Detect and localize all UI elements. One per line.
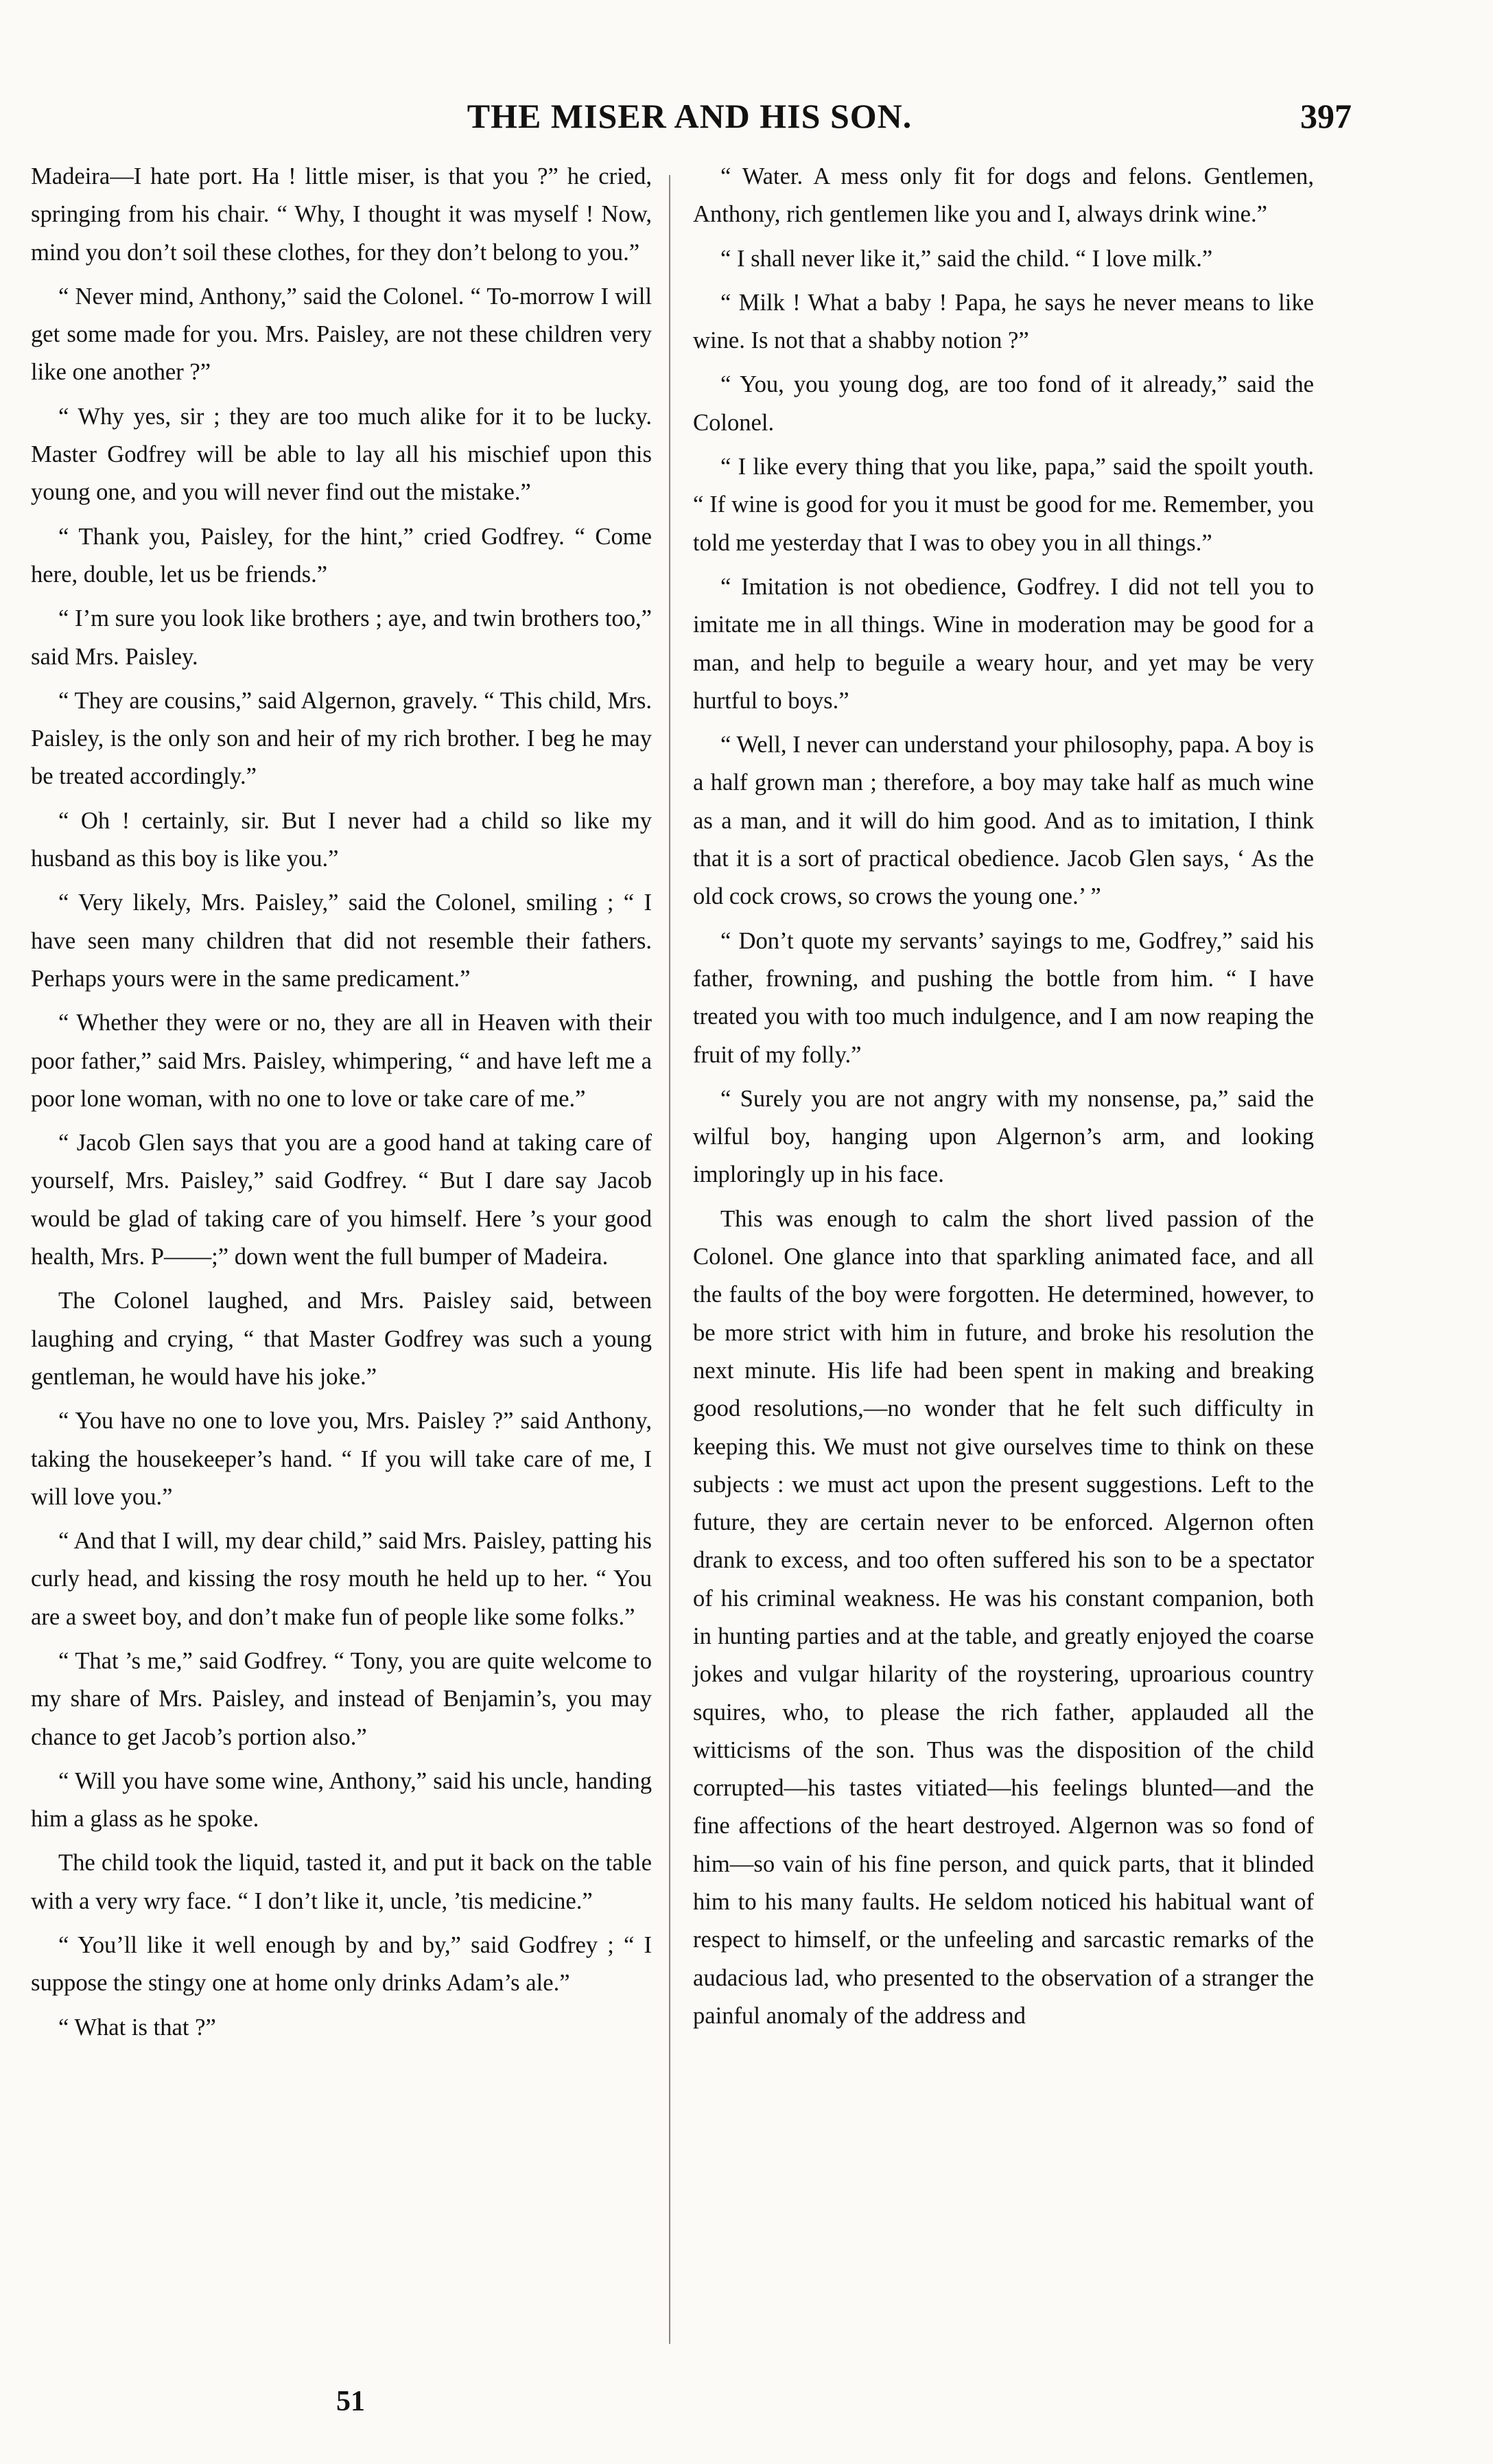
paragraph: “ Oh ! certainly, sir. But I never had a child so like my husband as this boy is like you.”: [31, 807, 652, 872]
paragraph: “ Why yes, sir ; they are too much alike for it to be lucky. Master Godfrey will be able to lay all his mischief upon this young one, and you will never find out the mistake.”: [31, 403, 652, 506]
paragraph: “ Don’t quote my servants’ sayings to me, Godfrey,” said his father, frowning, and pushing the bottle from him. “ I have treated you with too much indulgence, and I am now reaping the fruit of my folly.”: [693, 927, 1314, 1068]
paragraph: The Colonel laughed, and Mrs. Paisley said, between laughing and crying, “ that Master Godfrey was such a young gentleman, he would have his joke.”: [31, 1288, 652, 1390]
paragraph: This was enough to calm the short lived passion of the Colonel. One glance into that sparkling animated face, and all the faults of the boy were forgotten. He determined, however, to be more strict with him in future, and broke his resolution the next minute. His life had been spent in making and breaking good resolutions,—no wonder that he felt such difficulty in keeping this. We must not give ourselves time to think on these subjects : we must act upon the present suggestions. Left to the future, they are certain never to be enforced. Algernon often drank to excess, and too often suffered his son to be a spectator of his criminal weakness. He was his constant companion, both in hunting parties and at the table, and greatly enjoyed the coarse jokes and vulgar hilarity of the roystering, uproarious country squires, who, to please the rich father, applauded all the witticisms of the son. Thus was the disposition of the child corrupted—his tastes vitiated—his feelings blunted—and the fine affections of the heart destroyed. Algernon was so fond of him—so vain of his fine person, and quick parts, that it blinded him to his many faults. He seldom noticed his habitual want of respect to himself, or the unfeeling and sarcastic remarks of the audacious lad, who presented to the observation of a stranger the painful anomaly of the address and: [693, 1205, 1314, 2029]
running-head: [27, 96, 1352, 144]
paragraph: “ They are cousins,” said Algernon, gravely. “ This child, Mrs. Paisley, is the only son and heir of my rich brother. I beg he may be treated accordingly.”: [31, 687, 652, 790]
paragraph: “ You have no one to love you, Mrs. Paisley ?” said Anthony, taking the housekeeper’s hand. “ If you will take care of me, I will love you.”: [31, 1408, 652, 1510]
paragraph: “ I like every thing that you like, papa,” said the spoilt youth. “ If wine is good for you it must be good for me. Remember, you told me yesterday that I was to obey you in all things.”: [693, 454, 1314, 556]
paragraph: “ Thank you, Paisley, for the hint,” cried Godfrey. “ Come here, double, let us be friends.”: [31, 523, 652, 588]
paragraph: “ You’ll like it well enough by and by,” said Godfrey ; “ I suppose the stingy one at home only drinks Adam’s ale.”: [31, 1932, 652, 1997]
paragraph: “ Whether they were or no, they are all in Heaven with their poor father,” said Mrs. Paisley, whimpering, “ and have left me a poor lone woman, with no one to love or take care of me.”: [31, 1010, 652, 1112]
paragraph: “ You, you young dog, are too fond of it already,” said the Colonel.: [693, 371, 1314, 436]
chapter-title: THE MISER AND HIS SON.: [467, 97, 913, 135]
left-column: [31, 158, 652, 2053]
column-divider: [669, 175, 670, 2344]
paragraph: “ Will you have some wine, Anthony,” said his uncle, handing him a glass as he spoke.: [31, 1767, 652, 1833]
paragraph: Madeira—I hate port. Ha ! little miser, is that you ?” he cried, springing from his chair. “ Why, I thought it was myself ! Now, mind you don’t soil these clothes, for they don’t belong to you.”: [31, 163, 652, 266]
paragraph: “ Never mind, Anthony,” said the Colonel. “ To-morrow I will get some made for you. Mrs. Paisley, are not these children very like one another ?”: [31, 283, 652, 386]
paragraph: The child took the liquid, tasted it, and put it back on the table with a very wry face. “ I don’t like it, uncle, ’tis medicine.”: [31, 1850, 652, 1914]
page-number: 397: [1300, 97, 1352, 135]
signature-mark: 51: [336, 2386, 365, 2417]
paragraph: “ That ’s me,” said Godfrey. “ Tony, you are quite welcome to my share of Mrs. Paisley, and instead of Benjamin’s, you may chance to get Jacob’s portion also.”: [31, 1647, 652, 1750]
paragraph: “ And that I will, my dear child,” said Mrs. Paisley, patting his curly head, and kissing the rosy mouth he held up to her. “ You are a sweet boy, and don’t make fun of people like some folks.”: [31, 1528, 652, 1630]
paragraph: “ Imitation is not obedience, Godfrey. I did not tell you to imitate me in all things. Wine in moderation may be good for a man, and help to beguile a weary hour, and yet may be very hurtful to boys.”: [693, 573, 1314, 714]
paragraph: “ Water. A mess only fit for dogs and felons. Gentlemen, Anthony, rich gentlemen like you and I, always drink wine.”: [693, 163, 1314, 228]
paragraph: “ Milk ! What a baby ! Papa, he says he never means to like wine. Is not that a shabby notion ?”: [693, 289, 1314, 354]
paragraph: “ I’m sure you look like brothers ; aye, and twin brothers too,” said Mrs. Paisley.: [31, 605, 652, 670]
paragraph: “ Surely you are not angry with my nonsense, pa,” said the wilful boy, hanging upon Algernon’s arm, and looking imploringly up in his face.: [693, 1085, 1314, 1188]
paragraph: “ Well, I never can understand your philosophy, papa. A boy is a half grown man ; therefore, a boy may take half as much wine as a man, and it will do him good. And as to imitation, I think that it is a sort of practical obedience. Jacob Glen says, ‘ As the old cock crows, so crows the young one.’ ”: [693, 732, 1314, 910]
right-column: [693, 158, 1314, 2041]
paragraph: “ Very likely, Mrs. Paisley,” said the Colonel, smiling ; “ I have seen many children that did not resemble their fathers. Perhaps yours were in the same predicament.”: [31, 890, 652, 992]
paragraph: “ What is that ?”: [58, 2014, 216, 2041]
paragraph: “ I shall never like it,” said the child. “ I love milk.”: [720, 245, 1213, 272]
paragraph: “ Jacob Glen says that you are a good hand at taking care of yourself, Mrs. Paisley,” said Godfrey. “ But I dare say Jacob would be glad of taking care of you himself. Here ’s your good health, Mrs. P——;” down went the full bumper of Madeira.: [31, 1130, 652, 1270]
